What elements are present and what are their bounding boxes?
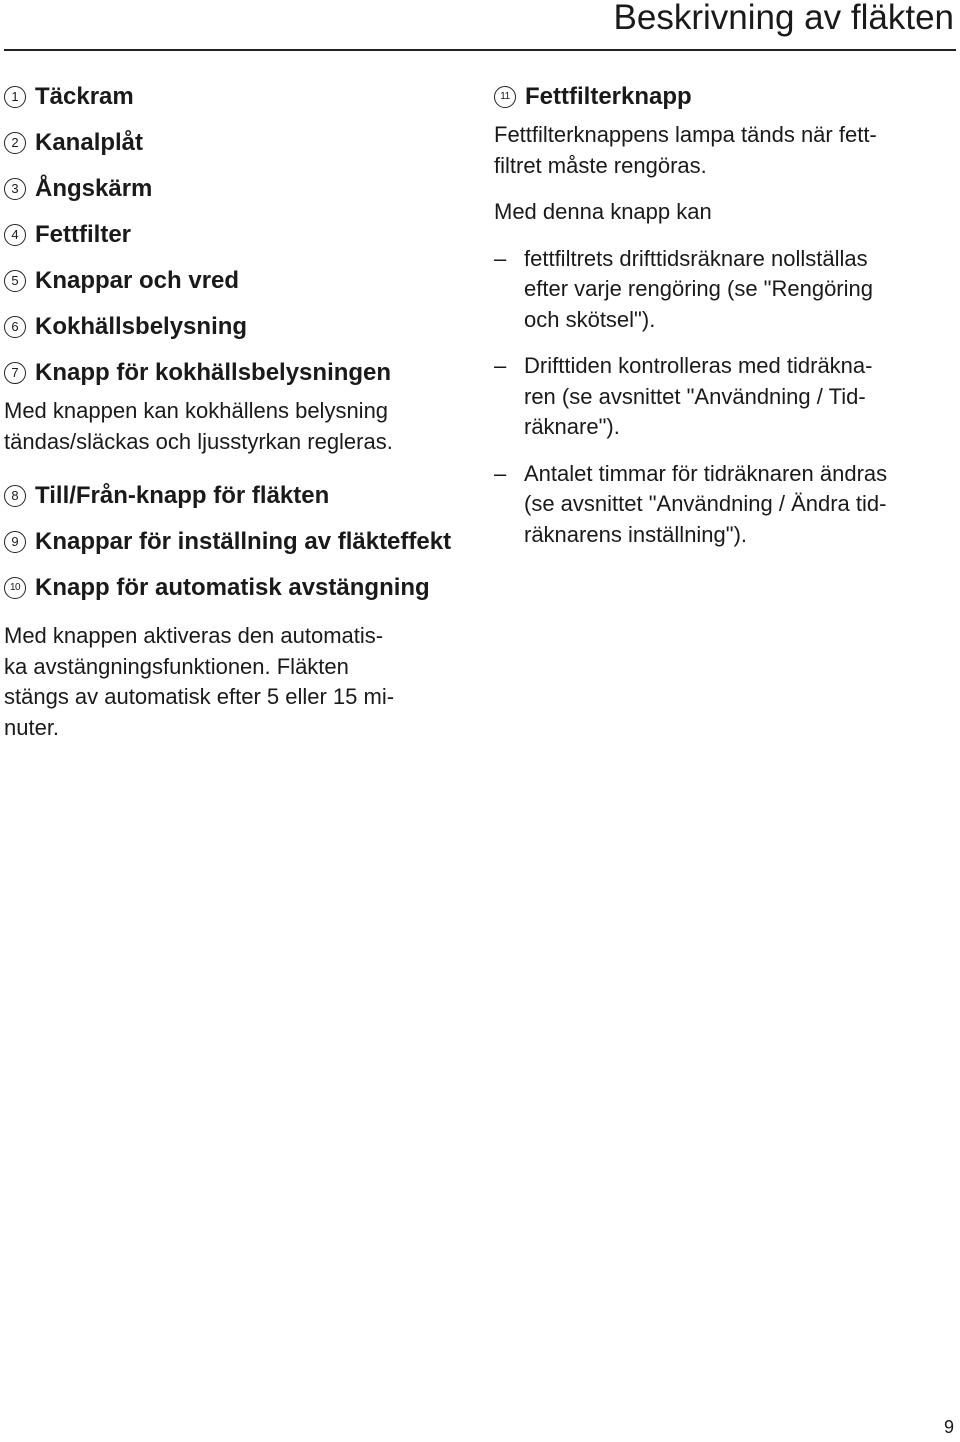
dash-marker: – [494, 245, 507, 271]
number-badge: 2 [4, 132, 26, 154]
item-6 [4, 304, 474, 350]
item-2 [4, 120, 474, 166]
filter-lamp-description: Fettfilterknappens lampa tänds när fett- filtret måste rengöras. [494, 122, 877, 178]
right-column [494, 74, 956, 566]
number-badge: 11 [494, 86, 516, 108]
item-label: Fettfilterknapp [525, 83, 692, 110]
dash-marker: – [494, 353, 507, 378]
item-9 [4, 519, 474, 565]
list-item: – Drifttiden kontrolleras med tidräkna- ren (se avsnittet "Användning / Tid- räknare"). [494, 351, 956, 443]
item-1 [4, 74, 474, 120]
number-badge: 3 [4, 178, 26, 200]
number-badge: 8 [4, 485, 26, 507]
item-label: Ångskärm [35, 175, 153, 202]
list-item: – fettfiltrets drifttidsräknare nollställas efter varje rengöring (se "Rengöring och skötsel"). [494, 244, 956, 336]
item-label: Kanalplåt [35, 129, 144, 156]
item-label: Knappar för inställning av fläkteffekt [35, 528, 452, 555]
item-11 [494, 74, 956, 120]
item-5 [4, 258, 474, 304]
page-number: 9 [943, 1417, 954, 1437]
number-badge: 9 [4, 531, 26, 553]
number-badge: 7 [4, 362, 26, 384]
item-label: Fettfilter [35, 221, 131, 248]
button-intro: Med denna knapp kan [494, 199, 712, 224]
number-badge: 6 [4, 316, 26, 338]
item-label: Till/Från-knapp för fläkten [35, 482, 330, 509]
item-label: Knapp för kokhällsbelysningen [35, 359, 392, 386]
item-label: Täckram [35, 83, 134, 110]
number-badge: 1 [4, 86, 26, 108]
item-8 [4, 473, 474, 519]
dash-marker: – [494, 460, 507, 486]
item-10 [4, 565, 474, 611]
page-title: Beskrivning av fläkten [613, 0, 954, 37]
item-4 [4, 212, 474, 258]
left-column [4, 74, 474, 759]
item-label: Knapp för automatisk avstängning [35, 574, 430, 601]
number-badge: 4 [4, 224, 26, 246]
item-7 [4, 350, 474, 396]
item-label: Knappar och vred [35, 267, 240, 294]
auto-off-description: Med knappen aktiveras den automatis- ka avstängningsfunktionen. Fläkten stängs av automatisk efter 5 eller 15 mi- nuter. [4, 623, 395, 740]
item-3 [4, 166, 474, 212]
number-badge: 10 [4, 577, 26, 599]
header-divider [4, 49, 956, 51]
list-item: – Antalet timmar för tidräknaren ändras (se avsnittet "Användning / Ändra tid- räknarens inställning"). [494, 459, 956, 551]
number-badge: 5 [4, 270, 26, 292]
item-label: Kokhällsbelysning [35, 313, 248, 340]
lighting-description: Med knappen kan kokhällens belysning tändas/släckas och ljusstyrkan regleras. [4, 398, 393, 454]
